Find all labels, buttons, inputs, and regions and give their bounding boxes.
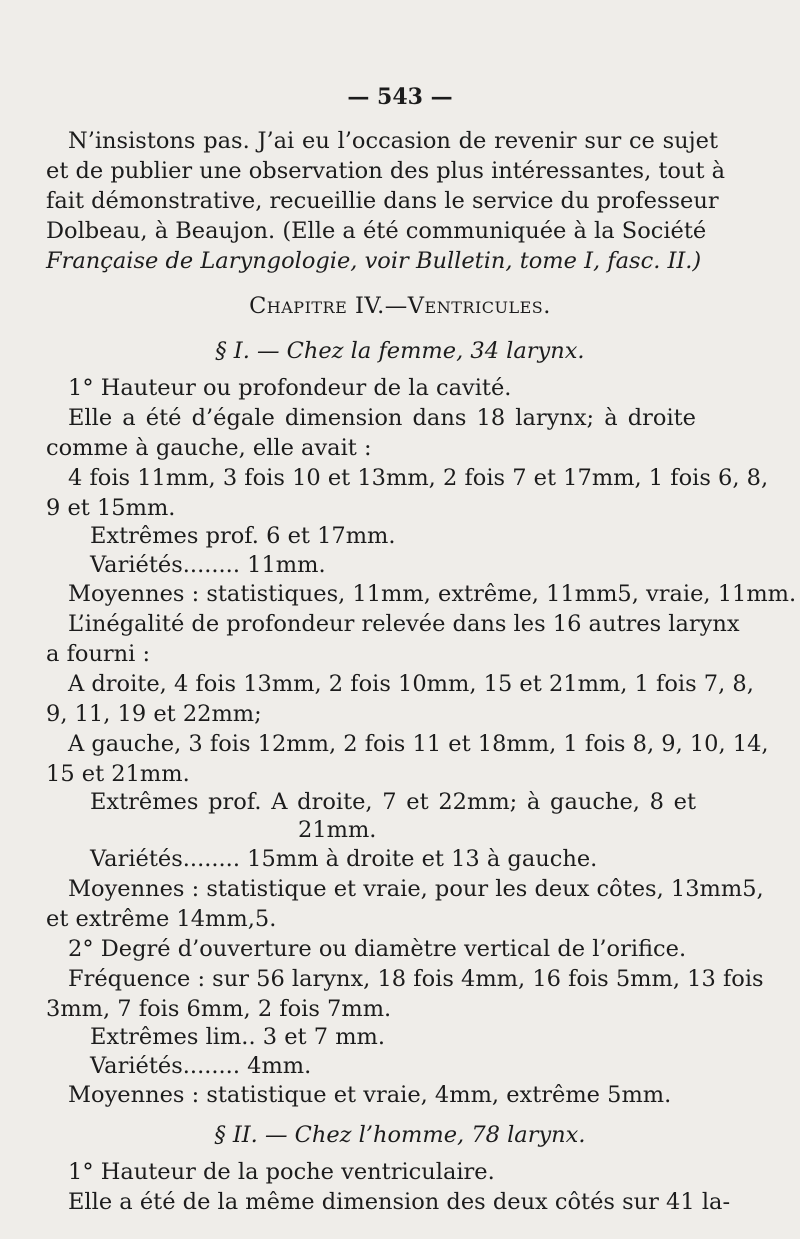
text-line: Extrêmes lim.. 3 et 7 mm. (90, 1024, 386, 1050)
section-heading: § I. — Chez la femme, 34 larynx. (215, 338, 585, 364)
text-line: L’inégalité de profondeur relevée dans les 16 autres larynx (68, 611, 740, 637)
text-line: A droite, 4 fois 13mm, 2 fois 10mm, 15 et 21mm, 1 fois 7, 8, (68, 671, 754, 697)
text-line: Variétés........ 15mm à droite et 13 à gauche. (90, 846, 598, 872)
chapter-heading: Chapitre IV.—Ventricules. (249, 293, 551, 319)
text-line: 3mm, 7 fois 6mm, 2 fois 7mm. (46, 996, 392, 1022)
text-line: 9 et 15mm. (46, 495, 176, 521)
text-line: 21mm. (298, 817, 377, 843)
text-line: Variétés........ 11mm. (90, 552, 326, 578)
text-line: Moyennes : statistiques, 11mm, extrême, 11mm5, vraie, 11mm. (68, 581, 797, 607)
text-line: Moyennes : statistique et vraie, pour les deux côtes, 13mm5, (68, 876, 764, 902)
text-line: 15 et 21mm. (46, 761, 190, 787)
text-line: 4 fois 11mm, 3 fois 10 et 13mm, 2 fois 7 et 17mm, 1 fois 6, 8, (68, 465, 769, 491)
section-heading: § II. — Chez l’homme, 78 larynx. (214, 1122, 586, 1148)
text-line: A gauche, 3 fois 12mm, 2 fois 11 et 18mm, 1 fois 8, 9, 10, 14, (68, 731, 769, 757)
text-line: 1° Hauteur ou profondeur de la cavité. (68, 375, 512, 401)
text-line: Française de Laryngologie, voir Bulletin, tome I, fasc. II.) (46, 248, 702, 274)
text-line: Extrêmes prof. 6 et 17mm. (90, 523, 396, 549)
text-line: et extrême 14mm,5. (46, 906, 277, 932)
text-line: Dolbeau, à Beaujon. (Elle a été communiquée à la Société (46, 218, 707, 244)
text-line: Moyennes : statistique et vraie, 4mm, extrême 5mm. (68, 1082, 672, 1108)
text-line: 2° Degré d’ouverture ou diamètre vertical de l’orifice. (68, 936, 687, 962)
text-line: et de publier une observation des plus intéressantes, tout à (46, 158, 726, 184)
text-line: fait démonstrative, recueillie dans le service du professeur (46, 188, 719, 214)
text-line: N’insistons pas. J’ai eu l’occasion de revenir sur ce sujet (68, 128, 718, 154)
text-line: Fréquence : sur 56 larynx, 18 fois 4mm, 16 fois 5mm, 13 fois (68, 966, 764, 992)
text-line: Variétés........ 4mm. (90, 1053, 312, 1079)
text-line: 1° Hauteur de la poche ventriculaire. (68, 1159, 495, 1185)
text-line: comme à gauche, elle avait : (46, 435, 372, 461)
page-number: — 543 — (347, 84, 453, 110)
text-line: 9, 11, 19 et 22mm; (46, 701, 262, 727)
text-line: a fourni : (46, 641, 151, 667)
text-line: Elle a été d’égale dimension dans 18 larynx; à droite (68, 405, 696, 431)
text-line: Extrêmes prof. A droite, 7 et 22mm; à gauche, 8 et (90, 789, 696, 815)
text-line: Elle a été de la même dimension des deux côtés sur 41 la- (68, 1189, 731, 1215)
